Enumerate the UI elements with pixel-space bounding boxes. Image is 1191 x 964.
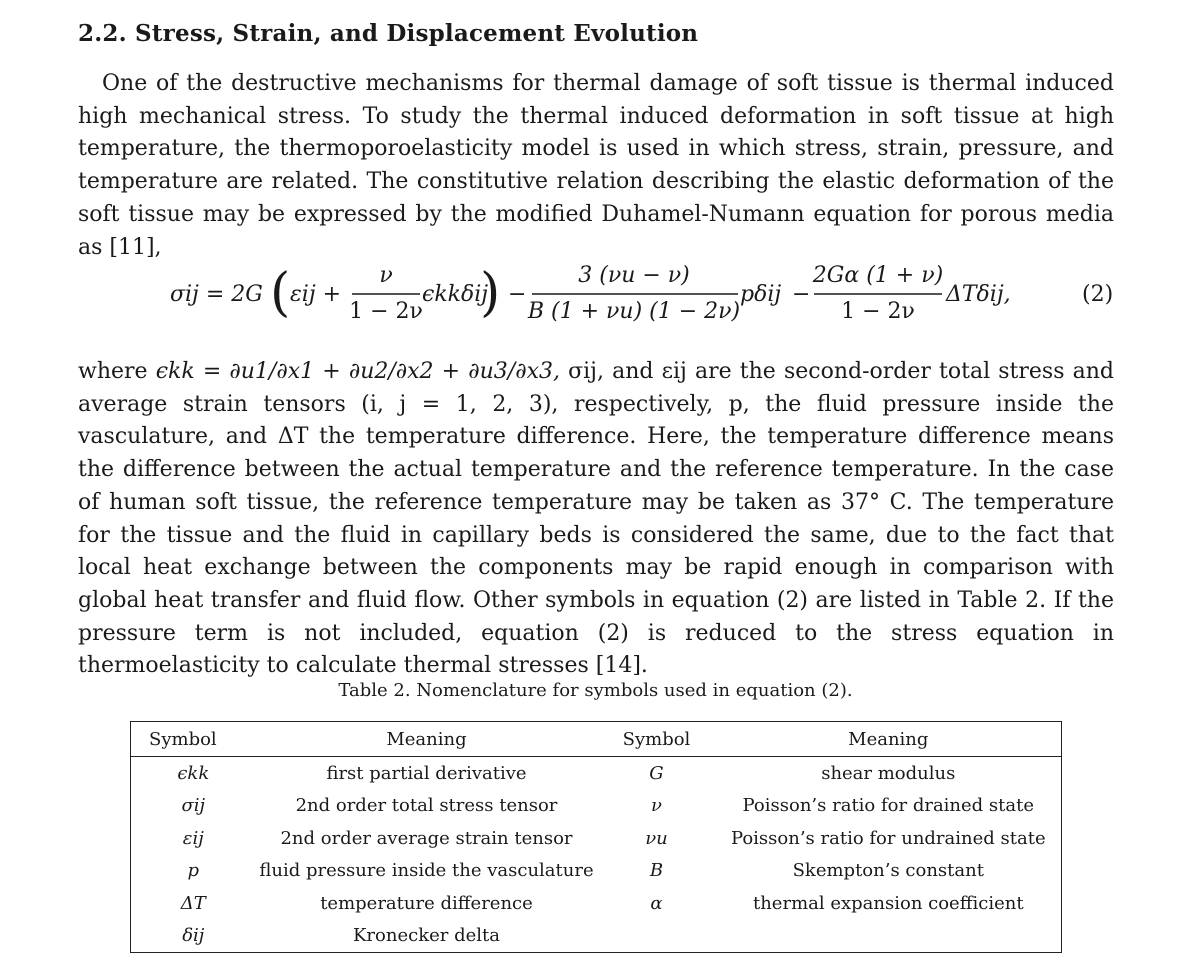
section-title-text: Stress, Strain, and Displacement Evolution <box>135 20 699 47</box>
table-row <box>131 855 1062 888</box>
table-row <box>131 887 1062 920</box>
symbol-cell: εij <box>182 827 204 849</box>
equation-lhs: σij = 2G <box>170 282 263 307</box>
symbol-cell <box>597 920 715 953</box>
symbol-cell: ν <box>651 795 662 817</box>
symbol-cell: p <box>187 860 200 882</box>
header-meaning-2: Meaning <box>716 722 1062 757</box>
header-meaning-1: Meaning <box>256 722 598 757</box>
table-header-row <box>131 722 1062 757</box>
symbol-cell: B <box>649 860 664 882</box>
eq-minus-1: − <box>508 282 527 307</box>
eq-ekk-delta: ϵkkδij <box>422 282 489 307</box>
meaning-cell: temperature difference <box>320 892 533 914</box>
header-symbol-2: Symbol <box>597 722 715 757</box>
symbol-cell: ΔT <box>180 892 206 914</box>
big-right-paren: ) <box>480 263 501 323</box>
meaning-cell: shear modulus <box>821 762 956 784</box>
meaning-cell: 2nd order average strain tensor <box>280 827 573 849</box>
equation-number: (2) <box>1082 282 1114 307</box>
meaning-cell: fluid pressure inside the vasculature <box>259 860 594 882</box>
table-row <box>131 822 1062 855</box>
symbol-cell: σij <box>181 795 206 817</box>
meaning-cell: Kronecker delta <box>352 925 500 947</box>
meaning-cell: Poisson’s ratio for drained state <box>742 795 1035 817</box>
frac3-denominator: 1 − 2ν <box>841 299 915 324</box>
section-heading <box>78 20 698 47</box>
equation-2 <box>0 248 1191 338</box>
frac1-numerator: ν <box>379 263 393 288</box>
table-row <box>131 757 1062 790</box>
ekk-definition: ϵkk = ∂u1/∂x1 + ∂u2/∂x2 + ∂u3/∂x3, <box>155 359 560 384</box>
table-caption: Table 2. Nomenclature for symbols used in equation (2). <box>338 680 853 701</box>
frac1-denominator: 1 − 2ν <box>349 299 423 324</box>
paragraph-symbol-definitions <box>78 356 1114 683</box>
meaning-cell <box>716 920 1062 953</box>
frac2-denominator: B (1 + νu) (1 − 2ν) <box>527 299 741 324</box>
meaning-cell: first partial derivative <box>326 762 527 784</box>
symbol-cell: δij <box>182 925 205 947</box>
paragraph-constitutive-relation: One of the destructive mechanisms for thermal damage of soft tissue is thermal induced high mechanical stress. To study the thermal induced deformation in soft tissue at high temperature, the thermoporoelasticity model is used in which stress, strain, pressure, and temperature are related. The constitutive relation describing the elastic deformation of the soft tissue may be expressed by the modified Duhamel-Numann equation for porous media as [11], <box>78 71 1114 260</box>
symbol-cell: G <box>649 762 664 784</box>
frac2-numerator: 3 (νu − ν) <box>578 263 690 288</box>
definitions-text: σij, and εij are the second-order total stress and average strain tensors (i, j = 1, 2, 3), respectively, p, the fluid pressure inside the vasculature, and ΔT the temperature difference. Here, the temperature difference means the difference between the actual temperature and the reference temperature. In the case of human soft tissue, the reference temperature may be taken as 37° C. The temperature for the tissue and the fluid in capillary beds is considered the same, due to the fact that local heat exchange between the components may be rapid enough in comparison with global heat transfer and fluid flow. Other symbols in equation (2) are listed in Table 2. If the pressure term is not included, equation (2) is reduced to the stress equation in thermoelasticity to calculate thermal stresses [14]. <box>78 359 1114 679</box>
nomenclature-table <box>130 721 1062 953</box>
table-row <box>131 920 1062 953</box>
section-number: 2.2. <box>78 20 127 47</box>
big-left-paren: ( <box>270 263 291 323</box>
table-row <box>131 790 1062 823</box>
frac3-numerator: 2Gα (1 + ν) <box>812 263 944 288</box>
meaning-cell: 2nd order total stress tensor <box>295 795 558 817</box>
symbol-cell: α <box>650 892 663 914</box>
symbol-cell: ϵkk <box>177 762 210 784</box>
eq-p-delta: pδij <box>740 282 782 307</box>
symbol-cell: νu <box>645 827 668 849</box>
eq-epsilon-ij: εij + <box>290 282 342 307</box>
meaning-cell: Poisson’s ratio for undrained state <box>730 827 1046 849</box>
meaning-cell: thermal expansion coefficient <box>752 892 1024 914</box>
eq-delta-t: ΔTδij, <box>946 282 1011 307</box>
where-word: where <box>78 359 148 384</box>
eq-minus-2: − <box>792 282 811 307</box>
meaning-cell: Skempton’s constant <box>792 860 984 882</box>
header-symbol-1: Symbol <box>131 722 256 757</box>
